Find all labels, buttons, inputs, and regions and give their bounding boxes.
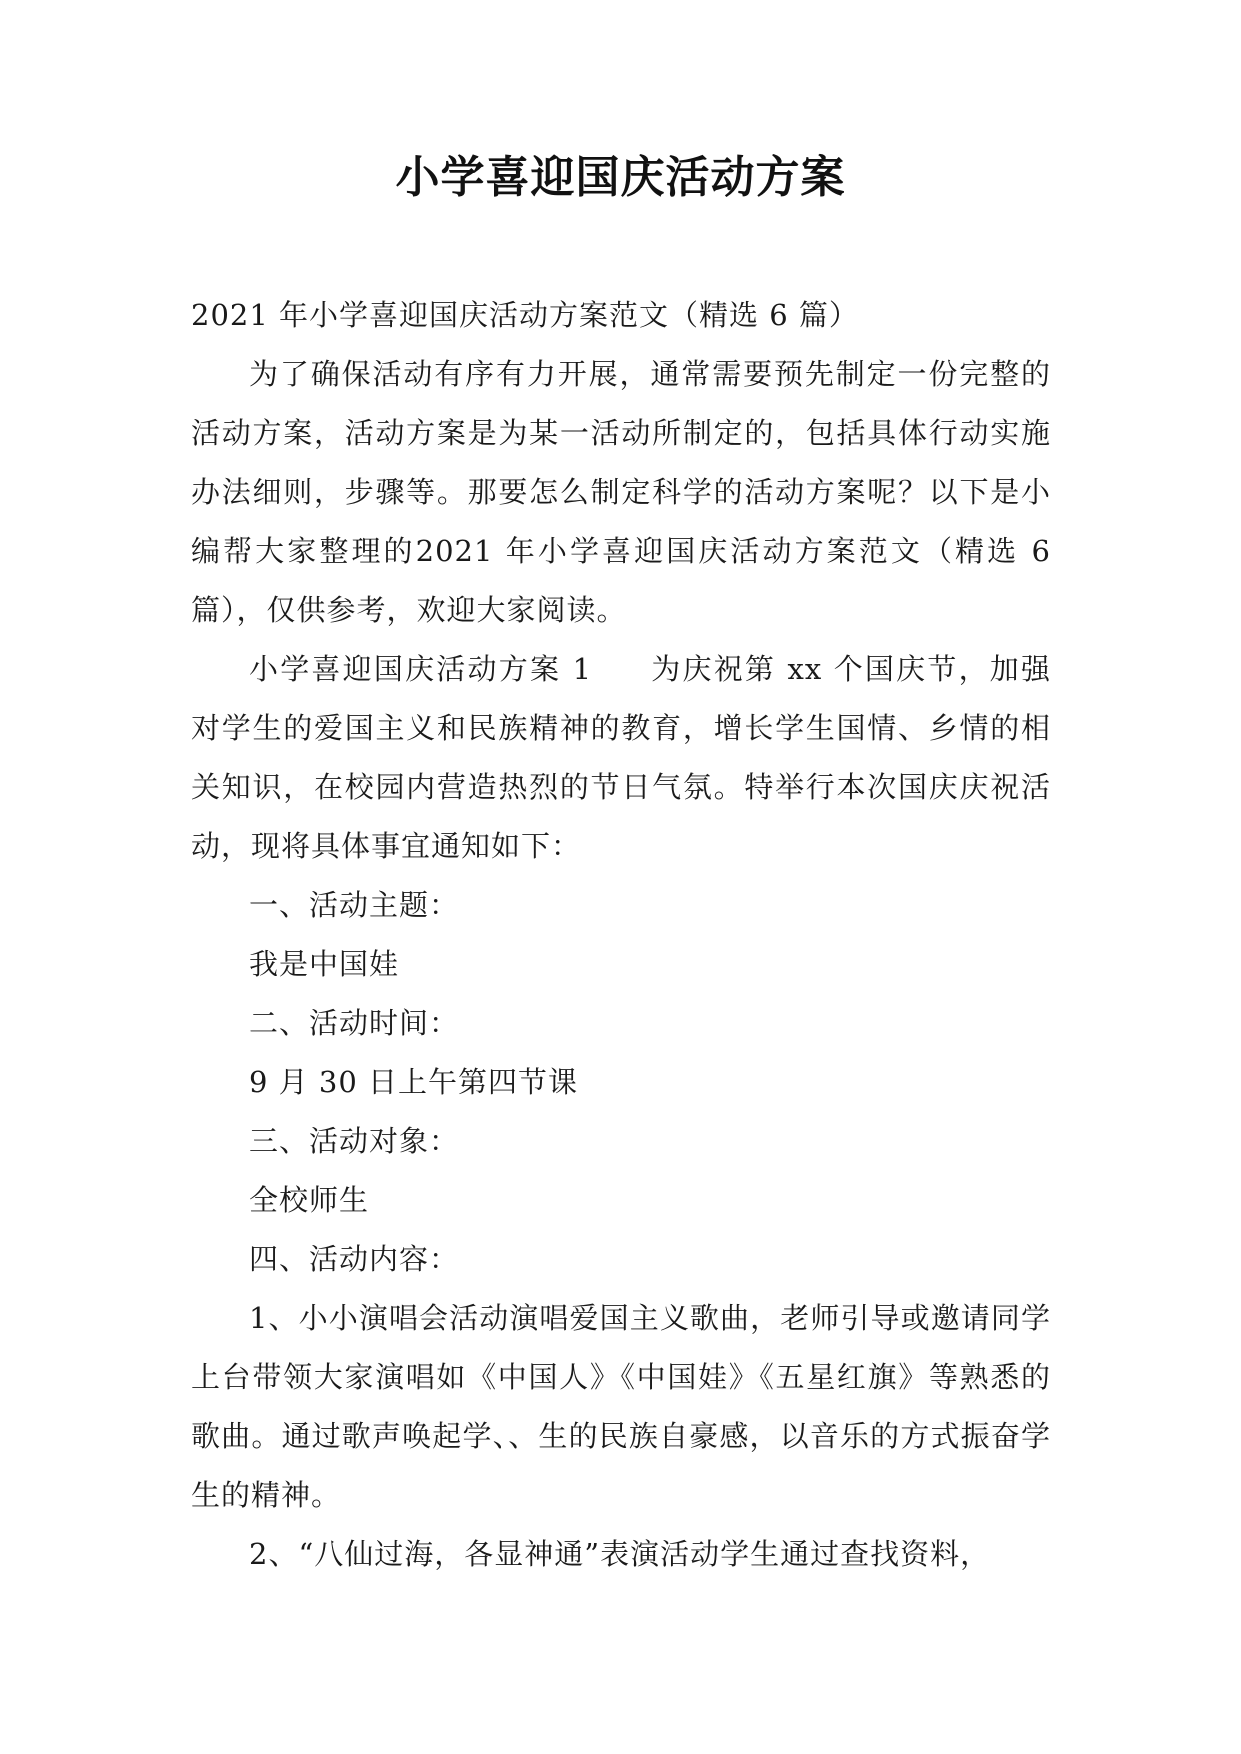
theme-heading: 一、活动主题： (249, 888, 460, 922)
section1-intro: 为庆祝第 xx 个国庆节，加强对学生的爱国主义和民族精神的教育，增长学生国情、乡情的相关知识，在校园内营造热烈的节日气氛。特举行本次国庆庆祝活动，现将具体事宜通知如下： (191, 652, 1051, 863)
section1-paragraph (191, 640, 1051, 876)
subtitle-line: 2021 年小学喜迎国庆活动方案范文（精选 6 篇） (191, 298, 859, 332)
content-heading: 四、活动内容： (249, 1242, 460, 1276)
section1-heading: 小学喜迎国庆活动方案 1 (249, 652, 593, 686)
content-item-2: 2、“八仙过海，各显神通”表演活动学生通过查找资料， (249, 1537, 991, 1571)
intro-paragraph: 为了确保活动有序有力开展，通常需要预先制定一份完整的活动方案，活动方案是为某一活动所制定的，包括具体行动实施办法细则，步骤等。那要怎么制定科学的活动方案呢？以下是小编帮大家整理的2021 年小学喜迎国庆活动方案范文（精选 6 篇），仅供参考，欢迎大家阅读。 (191, 357, 1051, 627)
content-item-1: 1、小小演唱会活动演唱爱国主义歌曲，老师引导或邀请同学上台带领大家演唱如《中国人》《中国娃》《五星红旗》等熟悉的歌曲。通过歌声唤起学、、生的民族自豪感，以音乐的方式振奋学生的精神。 (191, 1301, 1051, 1512)
document-title: 小学喜迎国庆活动方案 (395, 152, 846, 203)
document-body (191, 286, 1051, 1584)
audience-value: 全校师生 (249, 1183, 370, 1217)
audience-heading: 三、活动对象： (249, 1124, 460, 1158)
time-heading: 二、活动时间： (249, 1006, 460, 1040)
time-value: 9 月 30 日上午第四节课 (249, 1065, 579, 1099)
theme-value: 我是中国娃 (249, 947, 400, 981)
